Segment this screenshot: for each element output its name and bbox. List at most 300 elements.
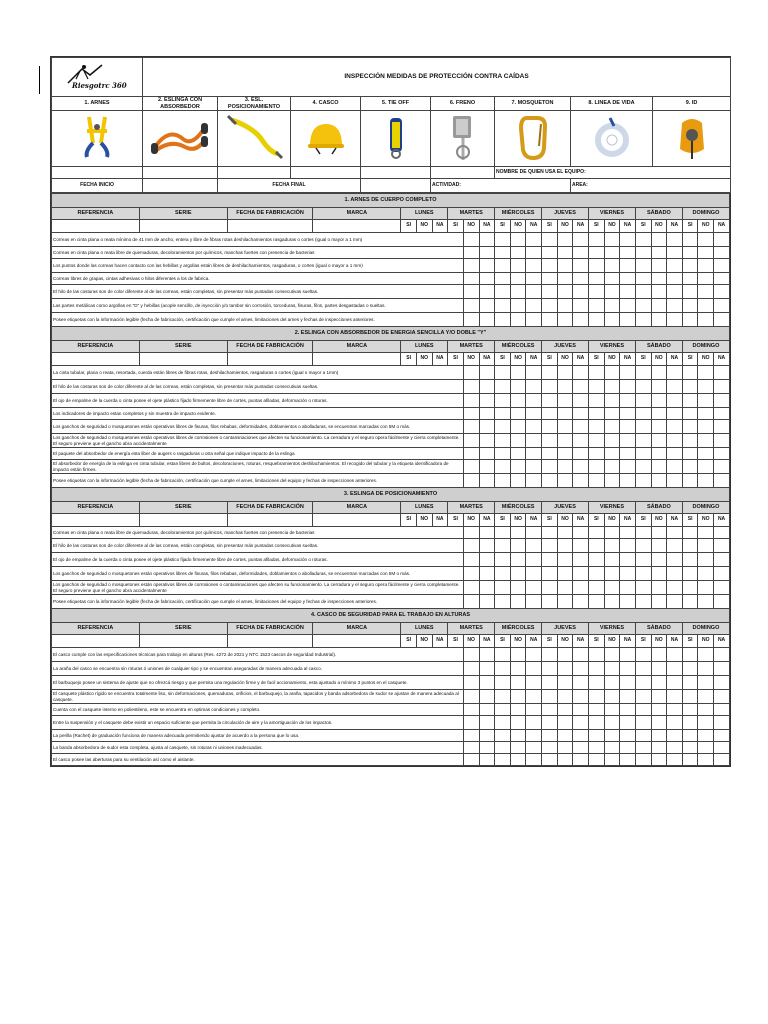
check-cell[interactable] [604, 716, 620, 730]
check-cell[interactable] [714, 648, 730, 662]
check-cell[interactable] [542, 259, 558, 273]
check-cell[interactable] [604, 380, 620, 394]
check-cell[interactable] [682, 434, 698, 448]
check-cell[interactable] [620, 704, 636, 716]
check-cell[interactable] [682, 273, 698, 285]
check-cell[interactable] [495, 730, 511, 742]
check-cell[interactable] [526, 527, 542, 539]
activity-field[interactable]: ACTIVIDAD: [431, 179, 571, 193]
check-cell[interactable] [495, 567, 511, 581]
check-cell[interactable] [667, 730, 683, 742]
check-cell[interactable] [479, 539, 495, 553]
check-cell[interactable] [573, 539, 589, 553]
check-cell[interactable] [714, 233, 730, 247]
check-cell[interactable] [510, 553, 526, 567]
check-cell[interactable] [463, 567, 479, 581]
check-cell[interactable] [588, 448, 604, 460]
check-cell[interactable] [588, 273, 604, 285]
check-cell[interactable] [682, 662, 698, 676]
check-cell[interactable] [526, 420, 542, 434]
check-cell[interactable] [573, 567, 589, 581]
check-cell[interactable] [620, 662, 636, 676]
check-cell[interactable] [526, 690, 542, 704]
check-cell[interactable] [620, 380, 636, 394]
check-cell[interactable] [463, 730, 479, 742]
check-cell[interactable] [542, 408, 558, 420]
check-cell[interactable] [510, 434, 526, 448]
check-cell[interactable] [526, 380, 542, 394]
check-cell[interactable] [635, 273, 651, 285]
check-cell[interactable] [698, 273, 714, 285]
check-cell[interactable] [682, 460, 698, 474]
check-cell[interactable] [463, 754, 479, 766]
check-cell[interactable] [651, 408, 667, 420]
check-cell[interactable] [495, 285, 511, 299]
check-cell[interactable] [698, 581, 714, 595]
check-cell[interactable] [510, 420, 526, 434]
check-cell[interactable] [542, 299, 558, 313]
check-cell[interactable] [620, 754, 636, 766]
check-cell[interactable] [557, 366, 573, 380]
check-cell[interactable] [479, 716, 495, 730]
check-cell[interactable] [651, 581, 667, 595]
check-cell[interactable] [573, 299, 589, 313]
check-cell[interactable] [542, 690, 558, 704]
check-cell[interactable] [635, 690, 651, 704]
check-cell[interactable] [495, 742, 511, 754]
check-cell[interactable] [714, 754, 730, 766]
check-cell[interactable] [463, 247, 479, 259]
check-cell[interactable] [526, 716, 542, 730]
check-cell[interactable] [620, 259, 636, 273]
check-cell[interactable] [463, 380, 479, 394]
check-cell[interactable] [667, 754, 683, 766]
check-cell[interactable] [557, 662, 573, 676]
check-cell[interactable] [542, 474, 558, 488]
check-cell[interactable] [573, 581, 589, 595]
check-cell[interactable] [698, 690, 714, 704]
check-cell[interactable] [667, 366, 683, 380]
check-cell[interactable] [542, 394, 558, 408]
check-cell[interactable] [573, 434, 589, 448]
check-cell[interactable] [573, 460, 589, 474]
check-cell[interactable] [682, 420, 698, 434]
brand-field[interactable] [313, 635, 401, 648]
check-cell[interactable] [510, 527, 526, 539]
check-cell[interactable] [604, 704, 620, 716]
check-cell[interactable] [635, 460, 651, 474]
check-cell[interactable] [510, 567, 526, 581]
check-cell[interactable] [635, 581, 651, 595]
check-cell[interactable] [698, 299, 714, 313]
check-cell[interactable] [667, 527, 683, 539]
check-cell[interactable] [463, 704, 479, 716]
check-cell[interactable] [682, 380, 698, 394]
check-cell[interactable] [714, 273, 730, 285]
check-cell[interactable] [542, 567, 558, 581]
check-cell[interactable] [573, 285, 589, 299]
check-cell[interactable] [510, 394, 526, 408]
check-cell[interactable] [714, 299, 730, 313]
check-cell[interactable] [557, 380, 573, 394]
check-cell[interactable] [479, 366, 495, 380]
check-cell[interactable] [463, 448, 479, 460]
check-cell[interactable] [542, 704, 558, 716]
check-cell[interactable] [526, 742, 542, 754]
check-cell[interactable] [620, 366, 636, 380]
check-cell[interactable] [479, 676, 495, 690]
check-cell[interactable] [510, 676, 526, 690]
check-cell[interactable] [557, 233, 573, 247]
check-cell[interactable] [588, 285, 604, 299]
check-cell[interactable] [651, 754, 667, 766]
check-cell[interactable] [542, 595, 558, 609]
check-cell[interactable] [635, 595, 651, 609]
check-cell[interactable] [682, 539, 698, 553]
reference-field[interactable] [52, 353, 140, 366]
check-cell[interactable] [620, 595, 636, 609]
check-cell[interactable] [557, 285, 573, 299]
check-cell[interactable] [479, 704, 495, 716]
check-cell[interactable] [667, 408, 683, 420]
check-cell[interactable] [557, 259, 573, 273]
check-cell[interactable] [714, 716, 730, 730]
check-cell[interactable] [682, 313, 698, 327]
check-cell[interactable] [573, 233, 589, 247]
check-cell[interactable] [479, 662, 495, 676]
check-cell[interactable] [463, 716, 479, 730]
check-cell[interactable] [604, 742, 620, 754]
reference-field[interactable] [52, 514, 140, 527]
check-cell[interactable] [714, 434, 730, 448]
check-cell[interactable] [495, 313, 511, 327]
check-cell[interactable] [557, 460, 573, 474]
check-cell[interactable] [604, 394, 620, 408]
check-cell[interactable] [510, 730, 526, 742]
check-cell[interactable] [714, 247, 730, 259]
check-cell[interactable] [714, 539, 730, 553]
check-cell[interactable] [526, 704, 542, 716]
check-cell[interactable] [682, 527, 698, 539]
check-cell[interactable] [557, 581, 573, 595]
check-cell[interactable] [667, 233, 683, 247]
check-cell[interactable] [698, 313, 714, 327]
check-cell[interactable] [651, 366, 667, 380]
check-cell[interactable] [604, 299, 620, 313]
check-cell[interactable] [635, 247, 651, 259]
check-cell[interactable] [667, 474, 683, 488]
check-cell[interactable] [573, 553, 589, 567]
check-cell[interactable] [651, 460, 667, 474]
check-cell[interactable] [479, 273, 495, 285]
check-cell[interactable] [510, 460, 526, 474]
check-cell[interactable] [542, 366, 558, 380]
check-cell[interactable] [557, 394, 573, 408]
check-cell[interactable] [651, 420, 667, 434]
check-cell[interactable] [714, 408, 730, 420]
check-cell[interactable] [588, 313, 604, 327]
date-field[interactable] [227, 514, 313, 527]
check-cell[interactable] [526, 394, 542, 408]
check-cell[interactable] [573, 247, 589, 259]
check-cell[interactable] [651, 704, 667, 716]
brand-field[interactable] [313, 220, 401, 233]
check-cell[interactable] [667, 299, 683, 313]
check-cell[interactable] [510, 247, 526, 259]
check-cell[interactable] [463, 581, 479, 595]
check-cell[interactable] [588, 380, 604, 394]
check-cell[interactable] [635, 539, 651, 553]
check-cell[interactable] [698, 539, 714, 553]
check-cell[interactable] [667, 690, 683, 704]
check-cell[interactable] [495, 474, 511, 488]
check-cell[interactable] [479, 595, 495, 609]
reference-field[interactable] [52, 635, 140, 648]
check-cell[interactable] [714, 690, 730, 704]
check-cell[interactable] [526, 434, 542, 448]
check-cell[interactable] [667, 285, 683, 299]
check-cell[interactable] [682, 730, 698, 742]
check-cell[interactable] [667, 716, 683, 730]
check-cell[interactable] [698, 662, 714, 676]
check-cell[interactable] [604, 553, 620, 567]
check-cell[interactable] [620, 716, 636, 730]
check-cell[interactable] [495, 366, 511, 380]
check-cell[interactable] [604, 247, 620, 259]
check-cell[interactable] [573, 448, 589, 460]
check-cell[interactable] [573, 648, 589, 662]
check-cell[interactable] [698, 448, 714, 460]
check-cell[interactable] [714, 567, 730, 581]
check-cell[interactable] [588, 595, 604, 609]
check-cell[interactable] [604, 366, 620, 380]
check-cell[interactable] [495, 716, 511, 730]
check-cell[interactable] [463, 539, 479, 553]
check-cell[interactable] [542, 553, 558, 567]
check-cell[interactable] [635, 448, 651, 460]
check-cell[interactable] [667, 567, 683, 581]
check-cell[interactable] [682, 408, 698, 420]
check-cell[interactable] [604, 259, 620, 273]
check-cell[interactable] [463, 553, 479, 567]
check-cell[interactable] [588, 690, 604, 704]
check-cell[interactable] [495, 259, 511, 273]
check-cell[interactable] [604, 754, 620, 766]
check-cell[interactable] [604, 690, 620, 704]
check-cell[interactable] [698, 567, 714, 581]
check-cell[interactable] [651, 716, 667, 730]
check-cell[interactable] [620, 690, 636, 704]
check-cell[interactable] [526, 662, 542, 676]
check-cell[interactable] [588, 394, 604, 408]
check-cell[interactable] [588, 730, 604, 742]
check-cell[interactable] [588, 581, 604, 595]
check-cell[interactable] [682, 754, 698, 766]
check-cell[interactable] [526, 299, 542, 313]
check-cell[interactable] [620, 408, 636, 420]
check-cell[interactable] [588, 742, 604, 754]
check-cell[interactable] [526, 313, 542, 327]
check-cell[interactable] [463, 285, 479, 299]
check-cell[interactable] [573, 394, 589, 408]
check-cell[interactable] [479, 233, 495, 247]
check-cell[interactable] [557, 704, 573, 716]
check-cell[interactable] [635, 662, 651, 676]
check-cell[interactable] [667, 380, 683, 394]
check-cell[interactable] [526, 366, 542, 380]
check-cell[interactable] [667, 662, 683, 676]
check-cell[interactable] [542, 285, 558, 299]
check-cell[interactable] [510, 285, 526, 299]
check-cell[interactable] [463, 259, 479, 273]
check-cell[interactable] [698, 474, 714, 488]
check-cell[interactable] [479, 581, 495, 595]
check-cell[interactable] [714, 420, 730, 434]
check-cell[interactable] [463, 313, 479, 327]
brand-field[interactable] [313, 353, 401, 366]
check-cell[interactable] [557, 420, 573, 434]
check-cell[interactable] [479, 408, 495, 420]
check-cell[interactable] [557, 474, 573, 488]
check-cell[interactable] [479, 474, 495, 488]
check-cell[interactable] [573, 259, 589, 273]
check-cell[interactable] [495, 420, 511, 434]
check-cell[interactable] [620, 313, 636, 327]
check-cell[interactable] [635, 527, 651, 539]
check-cell[interactable] [620, 567, 636, 581]
check-cell[interactable] [573, 380, 589, 394]
check-cell[interactable] [510, 233, 526, 247]
check-cell[interactable] [495, 460, 511, 474]
check-cell[interactable] [604, 730, 620, 742]
check-cell[interactable] [495, 380, 511, 394]
check-cell[interactable] [635, 567, 651, 581]
check-cell[interactable] [604, 285, 620, 299]
check-cell[interactable] [463, 648, 479, 662]
check-cell[interactable] [604, 567, 620, 581]
check-cell[interactable] [510, 595, 526, 609]
check-cell[interactable] [573, 527, 589, 539]
check-cell[interactable] [479, 567, 495, 581]
check-cell[interactable] [651, 553, 667, 567]
check-cell[interactable] [620, 394, 636, 408]
check-cell[interactable] [463, 676, 479, 690]
check-cell[interactable] [557, 313, 573, 327]
check-cell[interactable] [698, 716, 714, 730]
check-cell[interactable] [682, 648, 698, 662]
check-cell[interactable] [635, 648, 651, 662]
check-cell[interactable] [620, 676, 636, 690]
check-cell[interactable] [495, 527, 511, 539]
check-cell[interactable] [635, 380, 651, 394]
check-cell[interactable] [463, 408, 479, 420]
check-cell[interactable] [667, 420, 683, 434]
check-cell[interactable] [526, 247, 542, 259]
check-cell[interactable] [588, 460, 604, 474]
user-name-field[interactable]: NOMBRE DE QUIEN USA EL EQUIPO: [495, 167, 731, 179]
check-cell[interactable] [588, 299, 604, 313]
check-cell[interactable] [667, 273, 683, 285]
check-cell[interactable] [542, 527, 558, 539]
check-cell[interactable] [495, 704, 511, 716]
date-field[interactable] [227, 220, 313, 233]
check-cell[interactable] [510, 448, 526, 460]
check-cell[interactable] [682, 595, 698, 609]
check-cell[interactable] [651, 676, 667, 690]
check-cell[interactable] [651, 259, 667, 273]
check-cell[interactable] [510, 299, 526, 313]
check-cell[interactable] [651, 539, 667, 553]
check-cell[interactable] [542, 581, 558, 595]
check-cell[interactable] [588, 366, 604, 380]
check-cell[interactable] [635, 716, 651, 730]
check-cell[interactable] [604, 539, 620, 553]
check-cell[interactable] [526, 273, 542, 285]
check-cell[interactable] [635, 299, 651, 313]
check-cell[interactable] [479, 285, 495, 299]
check-cell[interactable] [588, 676, 604, 690]
check-cell[interactable] [479, 299, 495, 313]
check-cell[interactable] [479, 380, 495, 394]
check-cell[interactable] [635, 704, 651, 716]
check-cell[interactable] [542, 420, 558, 434]
check-cell[interactable] [714, 366, 730, 380]
check-cell[interactable] [573, 474, 589, 488]
check-cell[interactable] [573, 595, 589, 609]
check-cell[interactable] [651, 595, 667, 609]
check-cell[interactable] [526, 754, 542, 766]
check-cell[interactable] [588, 527, 604, 539]
check-cell[interactable] [495, 408, 511, 420]
check-cell[interactable] [479, 259, 495, 273]
check-cell[interactable] [526, 460, 542, 474]
check-cell[interactable] [698, 460, 714, 474]
area-field[interactable]: AREA: [571, 179, 731, 193]
check-cell[interactable] [463, 595, 479, 609]
check-cell[interactable] [604, 420, 620, 434]
check-cell[interactable] [620, 527, 636, 539]
check-cell[interactable] [495, 662, 511, 676]
check-cell[interactable] [526, 648, 542, 662]
check-cell[interactable] [588, 434, 604, 448]
check-cell[interactable] [510, 716, 526, 730]
check-cell[interactable] [714, 448, 730, 460]
check-cell[interactable] [682, 742, 698, 754]
check-cell[interactable] [463, 474, 479, 488]
check-cell[interactable] [542, 648, 558, 662]
check-cell[interactable] [604, 527, 620, 539]
check-cell[interactable] [542, 716, 558, 730]
check-cell[interactable] [557, 648, 573, 662]
check-cell[interactable] [698, 754, 714, 766]
check-cell[interactable] [682, 676, 698, 690]
check-cell[interactable] [698, 742, 714, 754]
check-cell[interactable] [542, 742, 558, 754]
check-cell[interactable] [495, 448, 511, 460]
check-cell[interactable] [526, 567, 542, 581]
check-cell[interactable] [463, 420, 479, 434]
check-cell[interactable] [635, 553, 651, 567]
check-cell[interactable] [620, 539, 636, 553]
check-cell[interactable] [698, 247, 714, 259]
check-cell[interactable] [698, 730, 714, 742]
check-cell[interactable] [542, 676, 558, 690]
check-cell[interactable] [698, 676, 714, 690]
date-field[interactable] [227, 635, 313, 648]
check-cell[interactable] [667, 581, 683, 595]
start-date-field[interactable] [143, 179, 218, 193]
check-cell[interactable] [714, 676, 730, 690]
